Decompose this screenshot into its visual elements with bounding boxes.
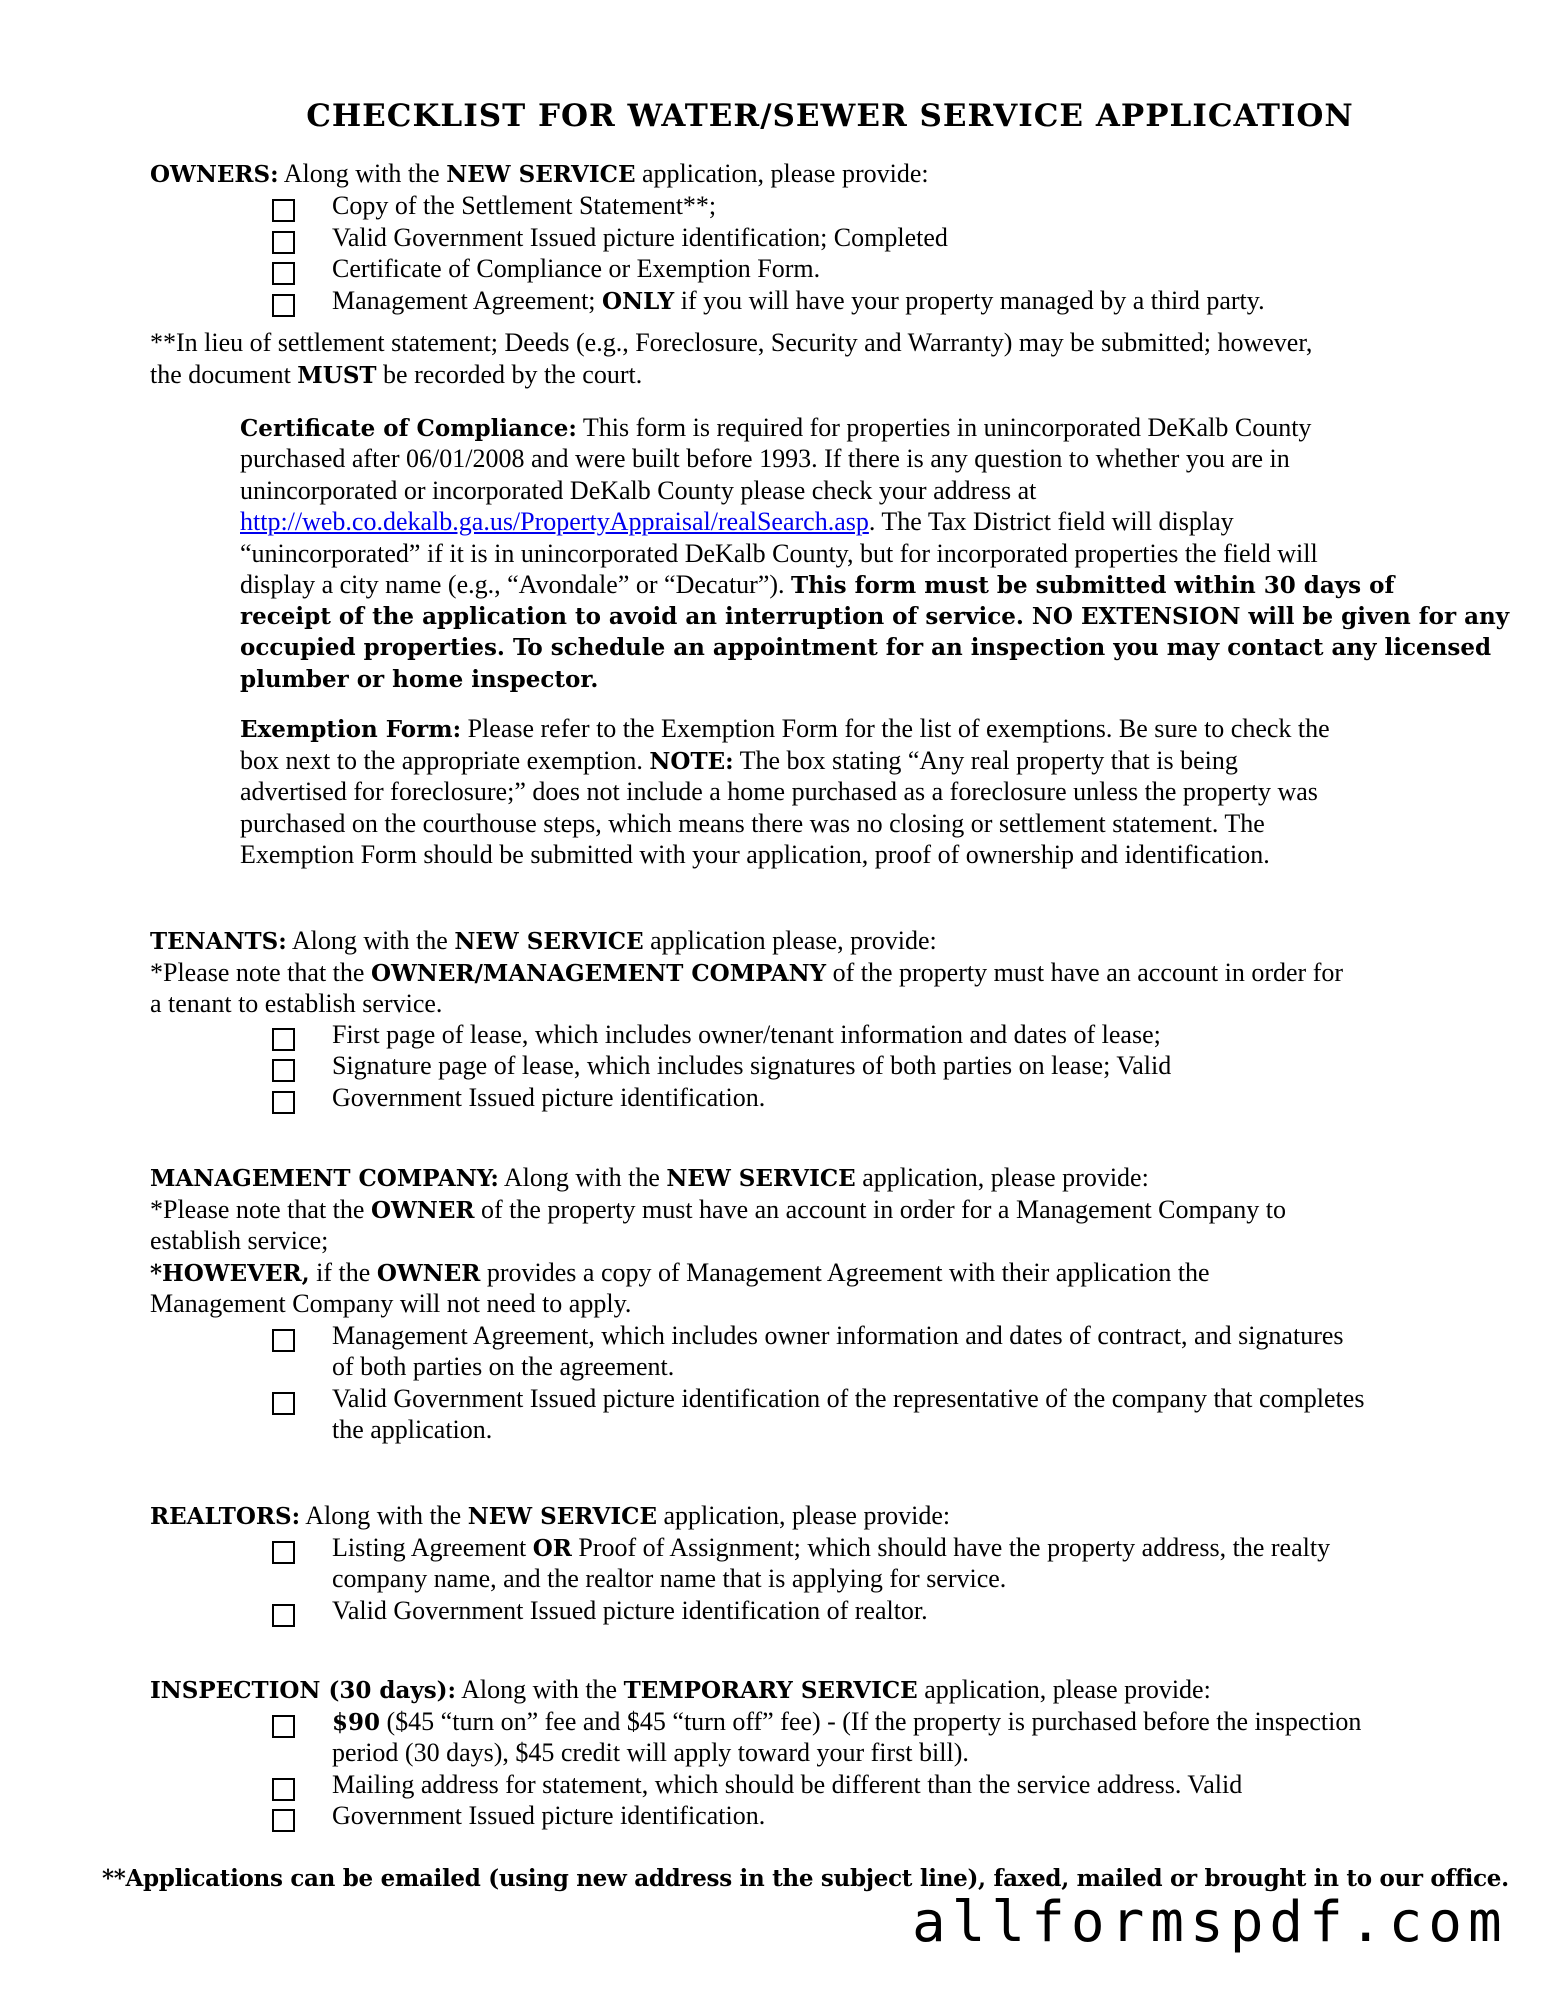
management-heading: MANAGEMENT COMPANY: [150, 1165, 499, 1192]
checkbox-owner-id[interactable] [272, 231, 295, 254]
inspection-item-1: $90 ($45 “turn on” fee and $45 “turn off” fee) - (If the property is purchased before the inspection [332, 1707, 1362, 1736]
compliance-line-4: http://web.co.dekalb.ga.us/PropertyAppraisal/realSearch.asp. The Tax District field will display [240, 507, 1234, 536]
management-item-2: Valid Government Issued picture identification of the representative of the company that completes [332, 1384, 1365, 1413]
tenants-note: *Please note that the OWNER/MANAGEMENT COMPANY of the property must have an account in order for [150, 958, 1344, 987]
compliance-line-2: purchased after 06/01/2008 and were built before 1993. If there is any question to whether you are in [240, 444, 1290, 473]
realtors-item-1: Listing Agreement OR Proof of Assignment; which should have the property address, the realty [332, 1533, 1331, 1562]
exemption-heading: Exemption Form: [240, 716, 462, 743]
checkbox-management-agreement-contract[interactable] [272, 1329, 295, 1352]
management-item-2-line2: the application. [332, 1415, 493, 1444]
inspection-heading: INSPECTION (30 days): [150, 1677, 457, 1704]
checkbox-inspection-id[interactable] [272, 1809, 295, 1832]
owners-note-line1: **In lieu of settlement statement; Deeds (e.g., Foreclosure, Security and Warranty) may be submitted; however, [150, 328, 1313, 357]
checkbox-representative-id[interactable] [272, 1392, 295, 1415]
management-item-1-line2: of both parties on the agreement. [332, 1352, 675, 1381]
exemption-line-1: Exemption Form: Please refer to the Exemption Form for the list of exemptions. Be sure to check the [240, 714, 1330, 743]
checkbox-lease-first-page[interactable] [272, 1028, 295, 1051]
exemption-line-4: purchased on the courthouse steps, which means there was no closing or settlement statement. The [240, 809, 1265, 838]
compliance-heading: Certificate of Compliance: [240, 415, 577, 442]
exemption-line-5: Exemption Form should be submitted with your application, proof of ownership and identification. [240, 840, 1270, 869]
checkbox-management-agreement[interactable] [272, 294, 295, 317]
inspection-intro: INSPECTION (30 days): Along with the TEMPORARY SERVICE application, please provide: [150, 1675, 1211, 1704]
watermark: allformspdf.com [912, 1890, 1508, 1955]
management-intro: MANAGEMENT COMPANY: Along with the NEW SERVICE application, please provide: [150, 1163, 1149, 1192]
management-note-2-line2: Management Company will not need to apply. [150, 1289, 632, 1318]
checkbox-listing-agreement[interactable] [272, 1541, 295, 1564]
management-note-1: *Please note that the OWNER of the property must have an account in order for a Management Company to [150, 1195, 1287, 1224]
checkbox-certificate-exemption[interactable] [272, 262, 295, 285]
footer-note: **Applications can be emailed (using new address in the subject line), faxed, mailed or brought in to our office. [102, 1865, 1509, 1892]
inspection-item-1-line2: period (30 days), $45 credit will apply toward your first bill). [332, 1738, 969, 1767]
tenants-item-2: Signature page of lease, which includes signatures of both parties on lease; Valid [332, 1051, 1172, 1080]
owners-item-2: Valid Government Issued picture identification; Completed [332, 223, 948, 252]
compliance-line-9: plumber or home inspector. [240, 666, 599, 693]
tenants-item-3: Government Issued picture identification. [332, 1083, 766, 1112]
exemption-line-2: box next to the appropriate exemption. NOTE: The box stating “Any real property that is being [240, 746, 1238, 775]
tenants-item-1: First page of lease, which includes owner/tenant information and dates of lease; [332, 1020, 1161, 1049]
realtors-item-2: Valid Government Issued picture identification of realtor. [332, 1596, 928, 1625]
compliance-line-8: occupied properties. To schedule an appointment for an inspection you may contact any licensed [240, 634, 1492, 661]
realtors-item-1-line2: company name, and the realtor name that is applying for service. [332, 1564, 1007, 1593]
owners-item-3: Certificate of Compliance or Exemption Form. [332, 254, 821, 283]
compliance-line-7: receipt of the application to avoid an interruption of service. NO EXTENSION will be given for any [240, 603, 1510, 630]
checkbox-settlement-statement[interactable] [272, 199, 295, 222]
owners-item-4: Management Agreement; ONLY if you will have your property managed by a third party. [332, 286, 1265, 315]
tenants-heading: TENANTS: [150, 928, 287, 955]
inspection-item-3: Government Issued picture identification. [332, 1801, 766, 1830]
owners-intro: OWNERS: Along with the NEW SERVICE application, please provide: [150, 159, 929, 188]
checkbox-lease-signature-page[interactable] [272, 1059, 295, 1082]
realtors-heading: REALTORS: [150, 1503, 301, 1530]
checkbox-tenant-id[interactable] [272, 1091, 295, 1114]
owners-note-line2: the document MUST be recorded by the court. [150, 360, 643, 389]
compliance-line-5: “unincorporated” if it is in unincorporated DeKalb County, but for incorporated properties the field will [240, 539, 1318, 568]
checkbox-realtor-id[interactable] [272, 1604, 295, 1627]
compliance-line-6: display a city name (e.g., “Avondale” or “Decatur”). This form must be submitted within 30 days of [240, 570, 1395, 599]
exemption-line-3: advertised for foreclosure;” does not include a home purchased as a foreclosure unless the property was [240, 777, 1318, 806]
tenants-intro: TENANTS: Along with the NEW SERVICE application please, provide: [150, 926, 937, 955]
checkbox-inspection-fee[interactable] [272, 1715, 295, 1738]
management-item-1: Management Agreement, which includes owner information and dates of contract, and signatures [332, 1321, 1344, 1350]
compliance-line-1: Certificate of Compliance: This form is required for properties in unincorporated DeKalb County [240, 413, 1312, 442]
management-note-2: *HOWEVER, if the OWNER provides a copy of Management Agreement with their application the [150, 1258, 1210, 1287]
checkbox-mailing-address[interactable] [272, 1778, 295, 1801]
management-note-1-line2: establish service; [150, 1226, 329, 1255]
inspection-item-2: Mailing address for statement, which should be different than the service address. Valid [332, 1770, 1243, 1799]
property-appraisal-link[interactable]: http://web.co.dekalb.ga.us/PropertyAppraisal/realSearch.asp [240, 507, 869, 536]
tenants-note-line2: a tenant to establish service. [150, 989, 443, 1018]
page-title: CHECKLIST FOR WATER/SEWER SERVICE APPLICATION [306, 98, 1354, 134]
realtors-intro: REALTORS: Along with the NEW SERVICE application, please provide: [150, 1501, 951, 1530]
owners-item-1: Copy of the Settlement Statement**; [332, 191, 717, 220]
owners-heading: OWNERS: [150, 161, 279, 188]
compliance-line-3: unincorporated or incorporated DeKalb County please check your address at [240, 476, 1037, 505]
